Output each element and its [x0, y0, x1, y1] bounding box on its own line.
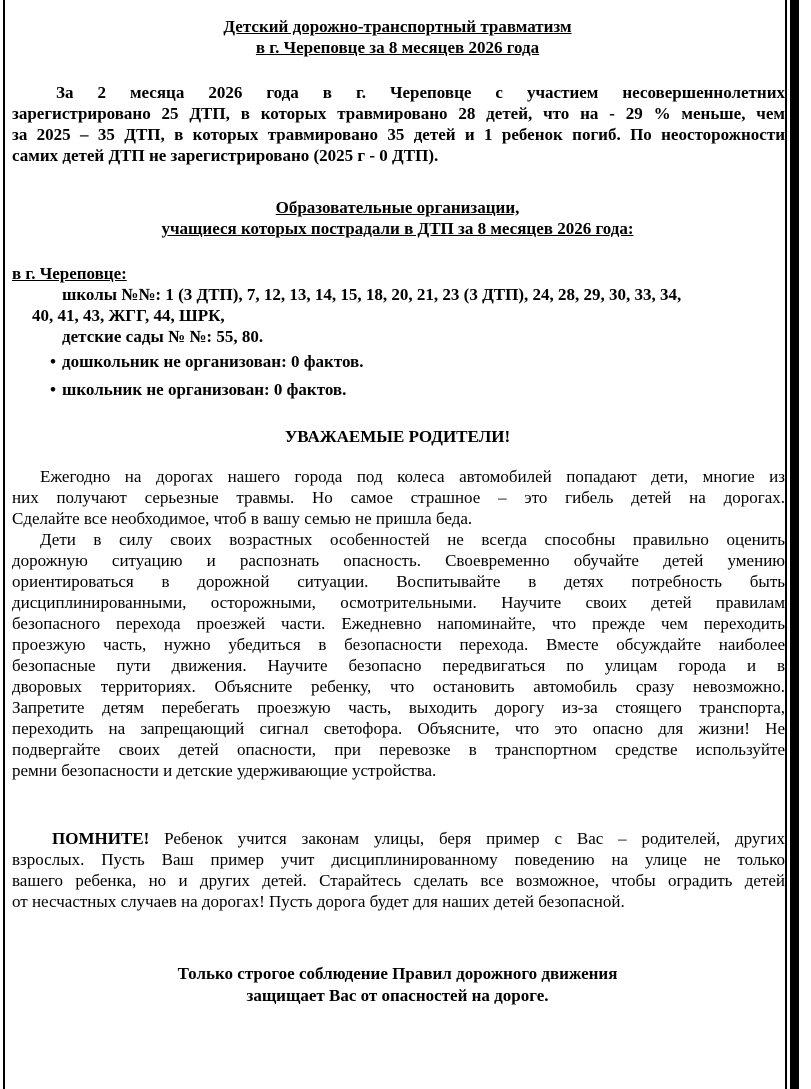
- remember-label: ПОМНИТЕ!: [52, 829, 150, 848]
- orgs-heading-line-1: Образовательные организации,: [275, 198, 520, 217]
- appeal-p2-line: подвергайте своих детей опасности, при перевозке в транспортном средстве используйте: [12, 740, 785, 759]
- appeal-p2-line: дорожную ситуацию и распознать опасность. Своевременно обучайте детей умению: [12, 551, 785, 570]
- appeal-p2-line: ориентироваться в дорожной ситуации. Воспитывайте в детях потребность быть: [12, 572, 785, 591]
- intro-line: зарегистрировано 25 ДТП, в которых травмировано 28 детей, что на - 29 % меньше, чем: [12, 104, 785, 123]
- page-border-right: [790, 0, 799, 1089]
- intro-paragraph: [12, 82, 785, 166]
- appeal-heading: УВАЖАЕМЫЕ РОДИТЕЛИ!: [284, 427, 511, 446]
- closing-line-1: Только строгое соблюдение Правил дорожного движения: [177, 964, 618, 983]
- bullet-icon: [50, 352, 62, 371]
- page-border-left: [3, 0, 5, 1089]
- bullet-preschooler-text: дошкольник не организован: 0 фактов.: [62, 352, 364, 371]
- bullet-icon: [50, 380, 62, 399]
- appeal-p2-line: безопасного перехода проезжей части. Ежедневно напоминайте, что прежде чем переходить: [12, 614, 785, 633]
- appeal-p1-line: Сделайте все необходимое, чтоб в вашу семью не пришла беда.: [12, 509, 473, 528]
- remember-line: взрослых. Пусть Ваш пример учит дисциплинированному поведению на улице не только: [12, 850, 785, 869]
- intro-line: за 2025 – 35 ДТП, в которых травмировано 35 детей и 1 ребенок погиб. По неосторожности: [12, 125, 785, 144]
- intro-line: самих детей ДТП не зарегистрировано (2025 г - 0 ДТП).: [12, 146, 439, 165]
- appeal-p2-line: переходить на запрещающий сигнал светофора. Объясните, что это опасно для жизни! Не: [12, 719, 785, 738]
- bullet-schoolchild: [50, 379, 346, 400]
- remember-line: [12, 828, 785, 849]
- bullet-preschooler: [50, 351, 363, 372]
- page-border-right-inner: [785, 0, 787, 1089]
- remember-line: от несчастных случаев на дорогах! Пусть дорога будет для наших детей безопасной.: [12, 892, 625, 911]
- appeal-p2-line: безопасные пути движения. Научите безопасно передвигаться по улицам города и в: [12, 656, 785, 675]
- remember-line: вашего ребенка, но и других детей. Старайтесь сделать все возможное, чтобы оградить детей: [12, 871, 785, 890]
- bullet-schoolchild-text: школьник не организован: 0 фактов.: [62, 380, 347, 399]
- remember-line-1-text: Ребенок учится законам улицы, беря пример с Вас – родителей, других: [149, 829, 785, 848]
- appeal-p1-line: Ежегодно на дорогах нашего города под колеса автомобилей попадают дети, многие из: [40, 467, 785, 486]
- kindergartens-line: детские сады № №: 55, 80.: [62, 327, 264, 346]
- orgs-heading-line-2: учащиеся которых пострадали в ДТП за 8 месяцев 2026 года:: [161, 219, 634, 238]
- appeal-p2-line: дворовых территориях. Объясните ребенку, что остановить автомобиль сразу невозможно.: [12, 677, 785, 696]
- schools-line-2: 40, 41, 43, ЖГГ, 44, ШРК,: [32, 306, 225, 325]
- appeal-paragraph-1: [12, 466, 785, 529]
- schools-line-1: школы №№: 1 (3 ДТП), 7, 12, 13, 14, 15, 18, 20, 21, 23 (3 ДТП), 24, 28, 29, 30, 33, 34,: [62, 285, 682, 304]
- closing-line-2: защищает Вас от опасностей на дороге.: [246, 986, 549, 1005]
- appeal-p1-line: них получают серьезные травмы. Но самое страшное – это гибель детей на дорогах.: [12, 488, 785, 507]
- document-title-line-1: Детский дорожно-транспортный травматизм: [223, 17, 572, 36]
- appeal-p2-line: Запретите детям перебегать проезжую часть, выходить дорогу из-за стоящего транспорта,: [12, 698, 785, 717]
- appeal-p2-line: Дети в силу своих возрастных особенностей не всегда способны правильно оценить: [40, 530, 785, 549]
- appeal-p2-line: ремни безопасности и детские удерживающие устройства.: [12, 761, 437, 780]
- appeal-p2-line: дисциплинированными, осторожными, осмотрительными. Научите своих детей правилам: [12, 593, 785, 612]
- document-title-line-2: в г. Череповце за 8 месяцев 2026 года: [255, 38, 540, 57]
- appeal-p2-line: проезжую часть, нужно убедиться в безопасности перехода. Вместе обсуждайте наиболее: [12, 635, 785, 654]
- remember-paragraph: [12, 828, 785, 912]
- city-label: в г. Череповце:: [12, 264, 127, 283]
- intro-line: За 2 месяца 2026 года в г. Череповце с участием несовершеннолетних: [56, 83, 785, 102]
- appeal-paragraph-2: [12, 529, 785, 781]
